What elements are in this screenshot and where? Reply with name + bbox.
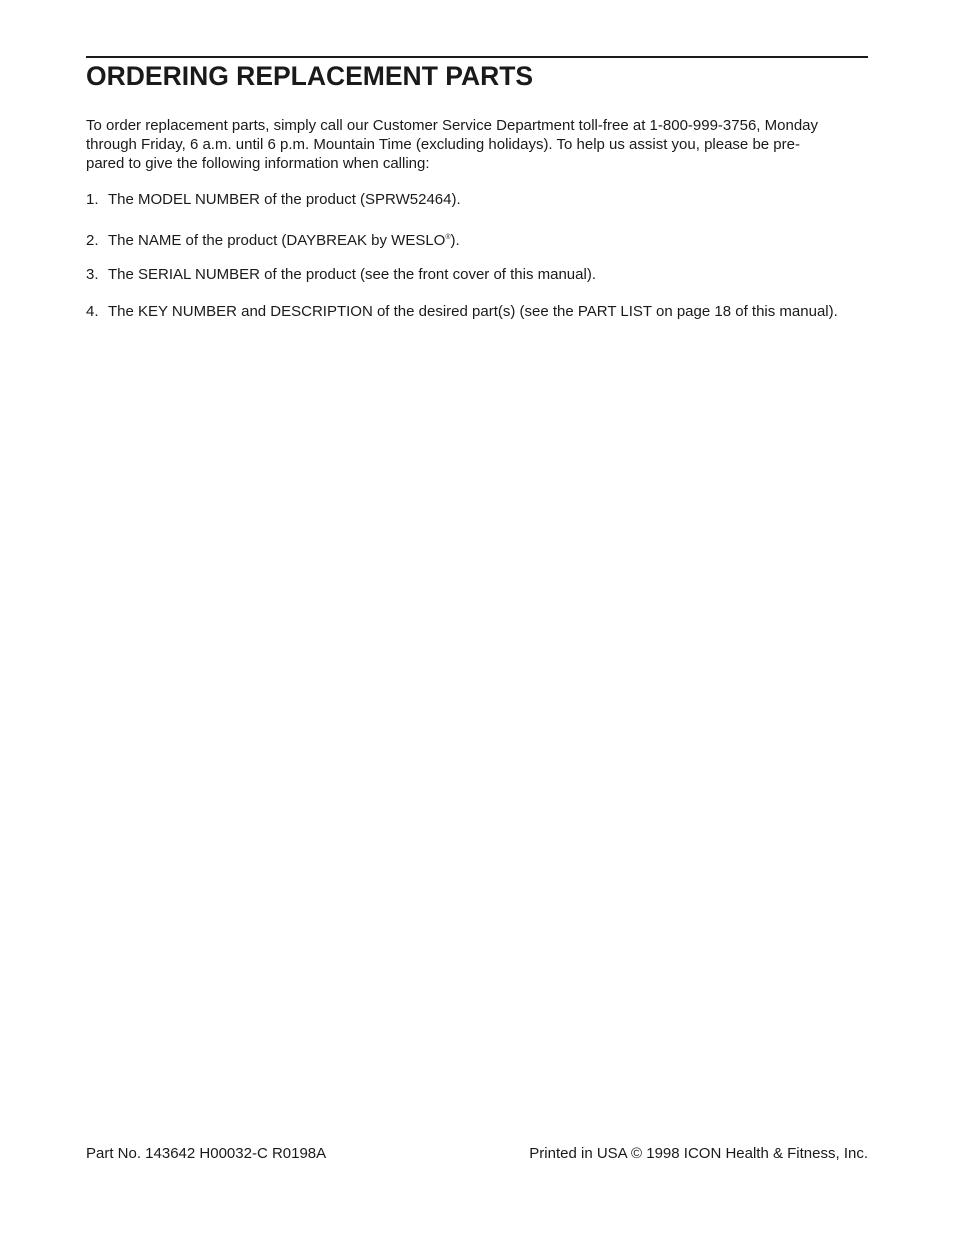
list-item-number: 4. — [86, 303, 99, 320]
list-item-model-number — [86, 190, 461, 209]
page-title: ORDERING REPLACEMENT PARTS — [86, 61, 534, 91]
list-item-text-end: ). — [450, 232, 460, 249]
footer-part-number: Part No. 143642 H00032-C R0198A — [86, 1145, 327, 1162]
intro-line-2: through Friday, 6 a.m. until 6 p.m. Mountain Time (excluding holidays). To help us assist you, please be pre- — [86, 136, 800, 153]
footer-copyright: Printed in USA © 1998 ICON Health & Fitness, Inc. — [529, 1145, 868, 1162]
list-item-text: The KEY NUMBER and DESCRIPTION of the desired part(s) (see the PART LIST on page 18 of this manual). — [108, 303, 838, 320]
list-item-key-number — [86, 302, 838, 321]
list-item-text: The SERIAL NUMBER of the product (see the front cover of this manual). — [108, 266, 596, 283]
list-item-product-name — [86, 228, 460, 250]
intro-line-1: To order replacement parts, simply call our Customer Service Department toll-free at 1-800-999-3756, Monday — [86, 117, 818, 134]
list-item-number: 3. — [86, 266, 99, 283]
intro-line-3: pared to give the following information when calling: — [86, 155, 430, 172]
list-item-number: 2. — [86, 232, 99, 249]
list-item-serial-number — [86, 265, 596, 284]
intro-paragraph — [86, 116, 866, 173]
registered-mark: ® — [445, 234, 451, 241]
list-item-number: 1. — [86, 191, 99, 208]
list-item-text: The MODEL NUMBER of the product (SPRW52464). — [108, 191, 461, 208]
top-divider — [86, 56, 868, 58]
list-item-text: The NAME of the product (DAYBREAK by WESLO — [108, 232, 446, 249]
